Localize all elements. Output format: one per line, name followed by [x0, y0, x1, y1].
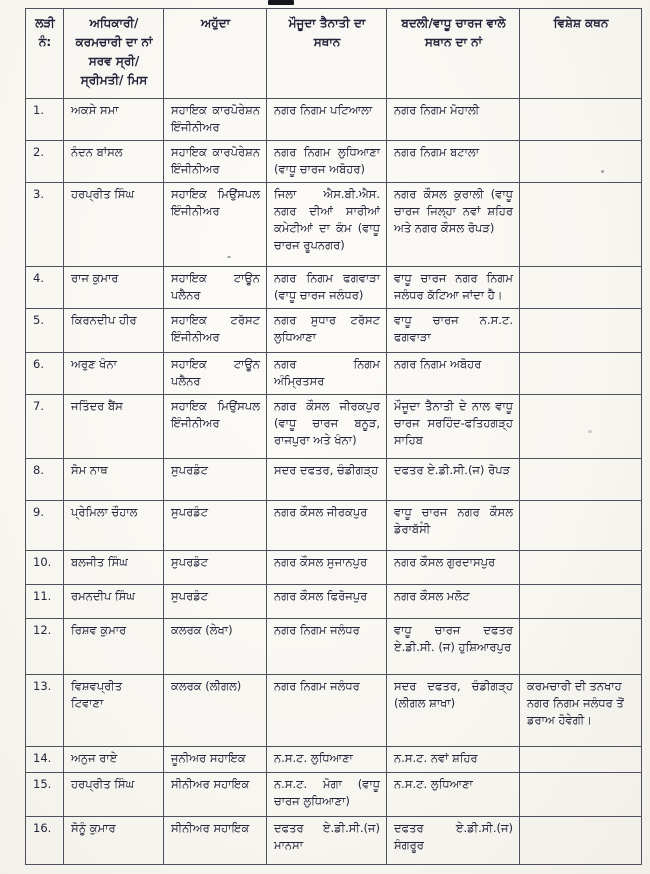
table-row — [26, 773, 642, 817]
table-row — [26, 619, 642, 675]
cell-remarks — [520, 309, 642, 353]
cell-current-posting: ਨਗਰ ਨਿਗਮ ਅੰਮ੍ਰਿਤਸਰ — [267, 353, 387, 395]
table-row — [26, 501, 642, 551]
cell-name: ਅਰੁਣ ਖੰਨਾ — [64, 353, 164, 395]
table-row — [26, 459, 642, 501]
cell-remarks — [520, 747, 642, 773]
cell-transfer-place: ਵਾਧੂ ਚਾਰਜ ਨ.ਸ.ਟ. ਫਗਵਾੜਾ — [387, 309, 520, 353]
cell-name: ਨੰਦਨ ਬਾਂਸਲ — [64, 141, 164, 183]
table-row — [26, 141, 642, 183]
cell-designation: ਸੁਪਰਡੰਟ — [164, 501, 267, 551]
cell-transfer-place: ਵਾਧੂ ਚਾਰਜ ਦਫਤਰ ਏ.ਡੀ.ਸੀ. (ਜ) ਹੁਸ਼ਿਆਰਪੁਰ — [387, 619, 520, 675]
cell-designation: ਜੂਨੀਅਰ ਸਹਾਇਕ — [164, 747, 267, 773]
cell-remarks — [520, 141, 642, 183]
header-designation: ਅਹੁੱਦਾ — [164, 9, 267, 99]
cell-current-posting: ਨਗਰ ਕੌਸਲ ਸੁਜਾਨਪੁਰ — [267, 551, 387, 585]
cell-designation: ਸੁਪਰਡੰਟ — [164, 459, 267, 501]
table-row — [26, 267, 642, 309]
cell-serial: 15. — [26, 773, 64, 817]
cell-name: ਸੋਮ ਨਾਥ — [64, 459, 164, 501]
cell-transfer-place: ਨਗਰ ਨਿਗਮ ਬਟਾਲਾ — [387, 141, 520, 183]
cell-serial: 13. — [26, 675, 64, 747]
cell-current-posting: ਦਫਤਰ ਏ.ਡੀ.ਸੀ.(ਜ) ਮਾਨਸਾ — [267, 817, 387, 865]
cell-serial: 6. — [26, 353, 64, 395]
cell-name: ਰਿਸ਼ਵ ਕੁਮਾਰ — [64, 619, 164, 675]
cell-serial: 7. — [26, 395, 64, 459]
cell-name: ਰਮਨਦੀਪ ਸਿੰਘ — [64, 585, 164, 619]
cell-name: ਬਲਜੀਤ ਸਿੰਘ — [64, 551, 164, 585]
cell-name: ਹਰਪ੍ਰੀਤ ਸਿੰਘ — [64, 773, 164, 817]
cell-remarks: ਕਰਮਚਾਰੀ ਦੀ ਤਨਖਾਹ ਨਗਰ ਨਿਗਮ ਜਲੰਧਰ ਤੋਂ ਡਰਾਅ ਹੋਵੇਗੀ। — [520, 675, 642, 747]
cell-designation: ਸਹਾਇਕ ਟਾਊਨ ਪਲੈਨਰ — [164, 267, 267, 309]
cell-remarks — [520, 353, 642, 395]
cell-serial: 14. — [26, 747, 64, 773]
cell-name: ਸੋਨੂੰ ਕੁਮਾਰ — [64, 817, 164, 865]
cell-serial: 12. — [26, 619, 64, 675]
cell-designation: ਕਲਰਕ (ਲੀਗਲ) — [164, 675, 267, 747]
cell-transfer-place: ਦਫਤਰ ਏ.ਡੀ.ਸੀ.(ਜ) ਰੋਪੜ — [387, 459, 520, 501]
cell-transfer-place: ਦਫਤਰ ਏ.ਡੀ.ਸੀ.(ਜ) ਸੰਗਰੂਰ — [387, 817, 520, 865]
cell-name: ਅਨੁਜ ਰਾਏ — [64, 747, 164, 773]
cell-current-posting: ਨਗਰ ਕੌਸਲ ਫਿਰੋਜਪੁਰ — [267, 585, 387, 619]
transfer-posting-table — [25, 8, 642, 865]
cell-transfer-place: ਨਗਰ ਕੌਸਲ ਗੁਰਦਾਸਪੁਰ — [387, 551, 520, 585]
cell-designation: ਸਹਾਇਕ ਕਾਰਪੋਰੇਸ਼ਨ ਇੰਜੀਨੀਅਰ — [164, 99, 267, 141]
cell-current-posting: ਨਗਰ ਨਿਗਮ ਲੁਧਿਆਣਾ (ਵਾਧੂ ਚਾਰਜ ਅਬੋਹਰ) — [267, 141, 387, 183]
cell-current-posting: ਜਿਲਾ ਐਸ.ਬੀ.ਐਸ. ਨਗਰ ਦੀਆਂ ਸਾਰੀਆਂ ਕਮੇਟੀਆਂ ਦਾ ਕੰਮ (ਵਾਧੂ ਚਾਰਜ ਰੂਪਨਗਰ) — [267, 183, 387, 267]
header-serial-no: ਲੜੀ ਨੰ: — [26, 9, 64, 99]
cell-transfer-place: ਨ.ਸ.ਟ. ਲੁਧਿਆਣਾ — [387, 773, 520, 817]
cell-serial: 8. — [26, 459, 64, 501]
cell-serial: 4. — [26, 267, 64, 309]
table-row — [26, 551, 642, 585]
table-row — [26, 585, 642, 619]
table-row — [26, 353, 642, 395]
cell-current-posting: ਨਗਰ ਨਿਗਮ ਜਲੰਧਰ — [267, 675, 387, 747]
cell-remarks — [520, 267, 642, 309]
cell-current-posting: ਨਗਰ ਸੁਧਾਰ ਟਰੱਸਟ ਲੁਧਿਆਣਾ — [267, 309, 387, 353]
table-row — [26, 395, 642, 459]
cell-current-posting: ਨਗਰ ਨਿਗਮ ਜਲੰਧਰ — [267, 619, 387, 675]
cell-designation: ਸਹਾਇਕ ਮਿਉਂਸਪਲ ਇੰਜੀਨੀਅਰ — [164, 183, 267, 267]
cell-serial: 3. — [26, 183, 64, 267]
cell-serial: 1. — [26, 99, 64, 141]
cell-transfer-place: ਵਾਧੂ ਚਾਰਜ ਨਗਰ ਨਿਗਮ ਜਲੰਧਰ ਕੱਟਿਆ ਜਾਂਦਾ ਹੈ। — [387, 267, 520, 309]
cell-designation: ਸਹਾਇਕ ਮਿਉਂਸਪਲ ਇੰਜੀਨੀਅਰ — [164, 395, 267, 459]
cell-remarks — [520, 817, 642, 865]
cell-current-posting: ਨਗਰ ਕੌਸਲ ਜੀਰਕਪੁਰ — [267, 501, 387, 551]
cell-current-posting: ਨਗਰ ਨਿਗਮ ਪਟਿਆਲਾ — [267, 99, 387, 141]
cell-name: ਕਿਰਨਦੀਪ ਹੀਰ — [64, 309, 164, 353]
cell-designation: ਸੁਪਰਡੰਟ — [164, 585, 267, 619]
cell-designation: ਕਲਰਕ (ਲੇਖਾ) — [164, 619, 267, 675]
header-transfer-place: ਬਦਲੀ/ਵਾਧੂ ਚਾਰਜ ਵਾਲੇ ਸਥਾਨ ਦਾ ਨਾਂ — [387, 9, 520, 99]
cell-name: ਪ੍ਰੇਮਿਲਾ ਚੌਹਾਲ — [64, 501, 164, 551]
scan-artifact-title-underline — [268, 0, 294, 5]
cell-current-posting: ਸਦਰ ਦਫਤਰ, ਚੰਡੀਗੜ੍ਹ — [267, 459, 387, 501]
cell-transfer-place: ਨ.ਸ.ਟ. ਨਵਾਂ ਸ਼ਹਿਰ — [387, 747, 520, 773]
cell-remarks — [520, 459, 642, 501]
cell-transfer-place: ਸਦਰ ਦਫਤਰ, ਚੰਡੀਗੜ੍ਹ (ਲੀਗਲ ਸ਼ਾਖਾ) — [387, 675, 520, 747]
cell-designation: ਸਹਾਇਕ ਕਾਰਪੋਰੇਸ਼ਨ ਇੰਜੀਨੀਅਰ — [164, 141, 267, 183]
cell-name: ਰਾਜ ਕੁਮਾਰ — [64, 267, 164, 309]
cell-name: ਜਤਿੰਦਰ ਬੈਂਸ — [64, 395, 164, 459]
cell-serial: 5. — [26, 309, 64, 353]
cell-designation: ਸਹਾਇਕ ਟਰੱਸਟ ਇੰਜੀਨੀਅਰ — [164, 309, 267, 353]
cell-remarks — [520, 619, 642, 675]
table-header — [26, 9, 642, 99]
cell-designation: ਸੀਨੀਅਰ ਸਹਾਇਕ — [164, 773, 267, 817]
cell-serial: 2. — [26, 141, 64, 183]
cell-current-posting: ਨਗਰ ਨਿਗਮ ਫਗਵਾੜਾ (ਵਾਧੂ ਚਾਰਜ ਜਲੰਧਰ) — [267, 267, 387, 309]
header-employee-name: ਅਧਿਕਾਰੀ/ ਕਰਮਚਾਰੀ ਦਾ ਨਾਂ ਸਰਵ ਸ੍ਰੀ/ ਸ੍ਰੀਮਤੀ/ ਮਿਸ — [64, 9, 164, 99]
table-row — [26, 817, 642, 865]
cell-transfer-place: ਨਗਰ ਕੌਸਲ ਕੁਰਾਲੀ (ਵਾਧੂ ਚਾਰਜ ਜਿਲ੍ਹਾ ਨਵਾਂ ਸ਼ਹਿਰ ਅਤੇ ਨਗਰ ਕੌਸਲ ਰੋਪੜ) — [387, 183, 520, 267]
header-special-remarks: ਵਿਸ਼ੇਸ਼ ਕਥਨ — [520, 9, 642, 99]
table-row — [26, 309, 642, 353]
cell-designation: ਸੀਨੀਅਰ ਸਹਾਇਕ — [164, 817, 267, 865]
cell-remarks — [520, 773, 642, 817]
cell-serial: 11. — [26, 585, 64, 619]
table-body — [26, 99, 642, 865]
cell-remarks — [520, 183, 642, 267]
cell-transfer-place: ਵਾਧੂ ਚਾਰਜ ਨਗਰ ਕੌਸਲ ਡੇਰਾਬੱਸੀ — [387, 501, 520, 551]
table-row — [26, 747, 642, 773]
cell-remarks — [520, 501, 642, 551]
cell-current-posting: ਨ.ਸ.ਟ. ਮੋਗਾ (ਵਾਧੂ ਚਾਰਜ ਲੁਧਿਆਣਾ) — [267, 773, 387, 817]
table-row — [26, 183, 642, 267]
cell-transfer-place: ਨਗਰ ਨਿਗਮ ਮੋਹਾਲੀ — [387, 99, 520, 141]
cell-transfer-place: ਨਗਰ ਕੌਸਲ ਮਲੋਟ — [387, 585, 520, 619]
cell-remarks — [520, 551, 642, 585]
cell-name: ਅਕਸੇ ਸਮਾ — [64, 99, 164, 141]
header-current-posting: ਮੌਜੂਦਾ ਤੈਨਾਤੀ ਦਾ ਸਥਾਨ — [267, 9, 387, 99]
cell-remarks — [520, 99, 642, 141]
cell-remarks — [520, 395, 642, 459]
cell-transfer-place: ਨਗਰ ਨਿਗਮ ਅਬੋਹਰ — [387, 353, 520, 395]
table-row — [26, 99, 642, 141]
cell-serial: 10. — [26, 551, 64, 585]
cell-serial: 9. — [26, 501, 64, 551]
table-row — [26, 675, 642, 747]
cell-name: ਵਿਸ਼ਵਪ੍ਰੀਤ ਟਿਵਾਣਾ — [64, 675, 164, 747]
cell-serial: 16. — [26, 817, 64, 865]
cell-remarks — [520, 585, 642, 619]
cell-designation: ਸਹਾਇਕ ਟਾਊਨ ਪਲੈਨਰ — [164, 353, 267, 395]
cell-transfer-place: ਮੌਜੂਦਾ ਤੈਨਾਤੀ ਦੇ ਨਾਲ ਵਾਧੂ ਚਾਰਜ ਸਰਹਿੰਦ-ਫਤਿਹਗੜ੍ਹ ਸਾਹਿਬ — [387, 395, 520, 459]
cell-current-posting: ਨ.ਸ.ਟ. ਲੁਧਿਆਣਾ — [267, 747, 387, 773]
cell-designation: ਸੁਪਰਡੰਟ — [164, 551, 267, 585]
cell-name: ਹਰਪ੍ਰੀਤ ਸਿੰਘ — [64, 183, 164, 267]
header-row — [26, 9, 642, 99]
cell-current-posting: ਨਗਰ ਕੌਸਲ ਜੀਰਕਪੁਰ (ਵਾਧੂ ਚਾਰਜ ਬਨੂੜ, ਰਾਜਪੁਰਾ ਅਤੇ ਖੰਨਾ) — [267, 395, 387, 459]
